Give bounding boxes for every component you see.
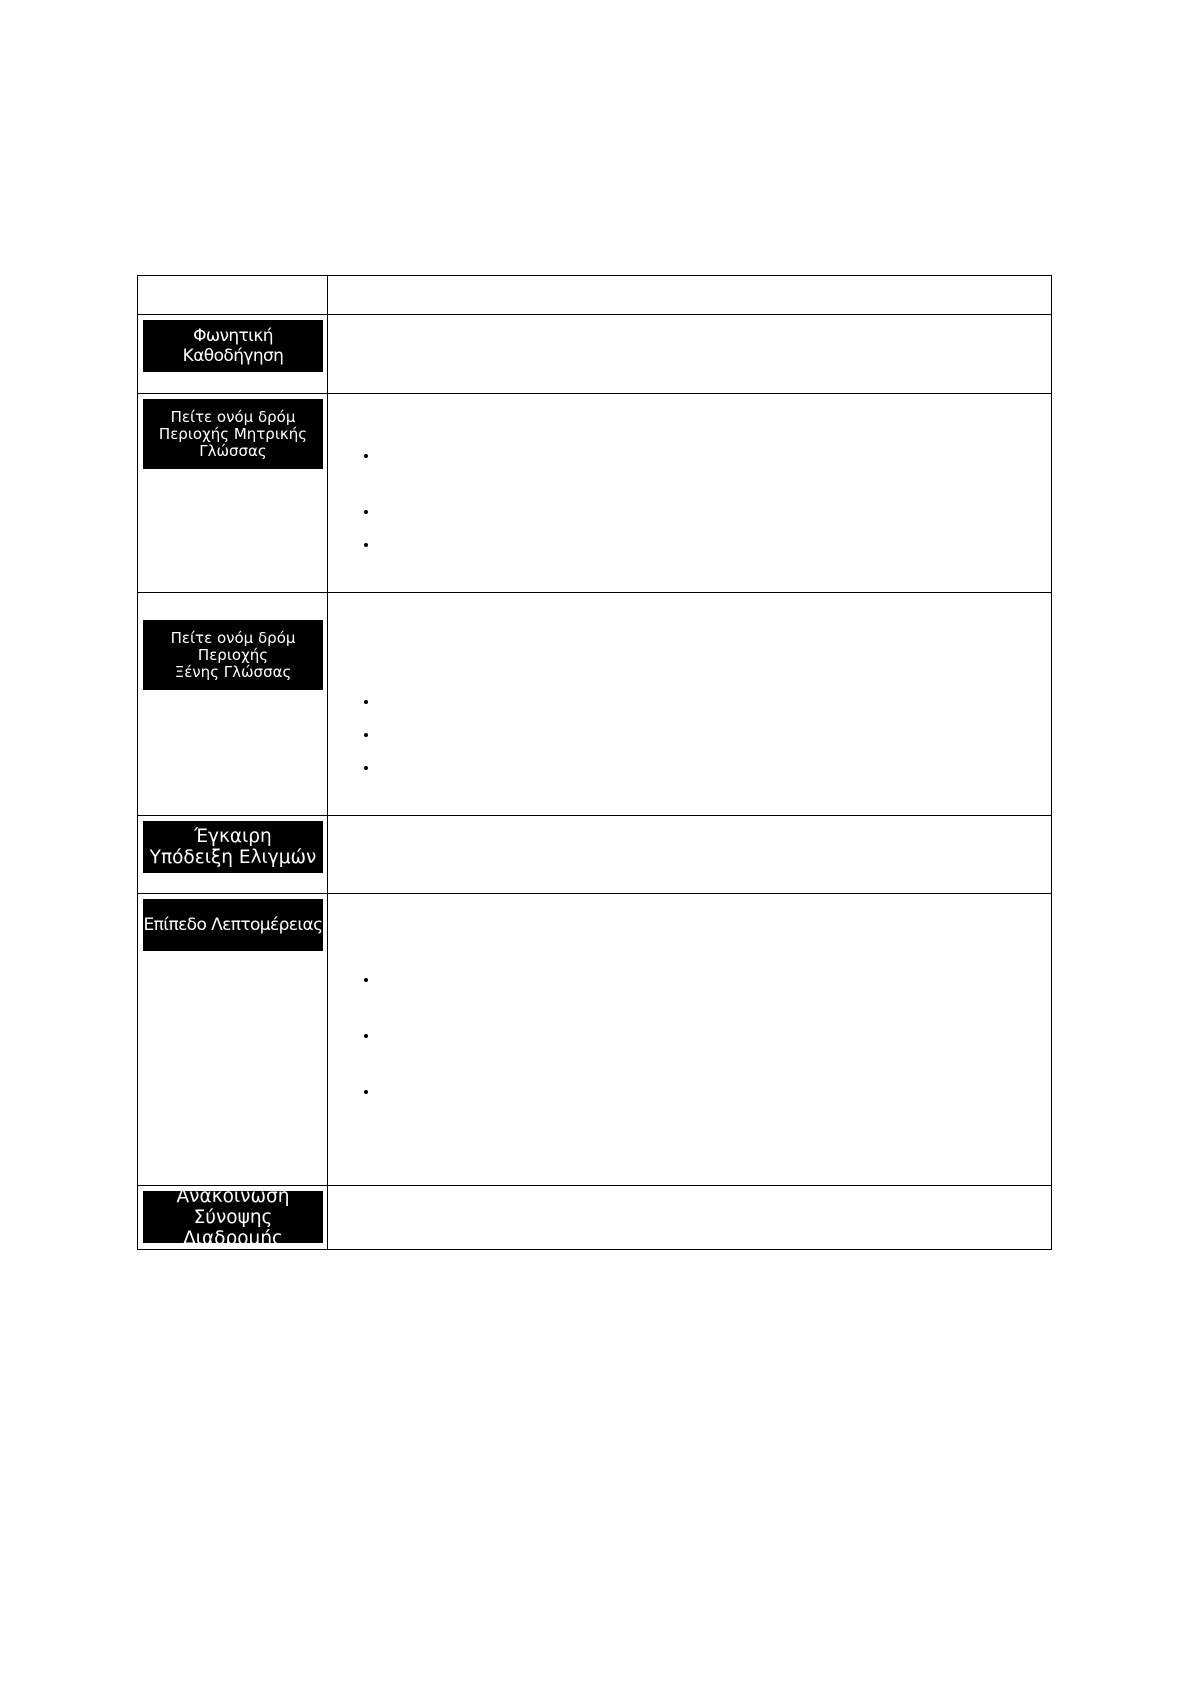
foreign-language-street-names-button[interactable]: Πείτε ονόμ δρόμ Περιοχής Ξένης Γλώσσας (143, 620, 323, 690)
button-cell (138, 1186, 328, 1250)
settings-table (137, 275, 1052, 1250)
table-row (138, 315, 1052, 394)
list-item (364, 1090, 370, 1096)
table-row (138, 593, 1052, 816)
table-row (138, 394, 1052, 593)
voice-guidance-button[interactable]: Φωνητική Καθοδήγηση (143, 320, 323, 372)
detail-level-button[interactable]: Επίπεδο Λεπτομέρειας (143, 899, 323, 951)
list-item (364, 733, 370, 739)
description-cell (328, 394, 1052, 593)
description-cell (328, 816, 1052, 894)
native-language-street-names-button[interactable]: Πείτε ονόμ δρόμ Περιοχής Μητρικής Γλώσσας (143, 399, 323, 469)
bullet-icon (364, 543, 368, 547)
list-item (364, 1034, 370, 1040)
header-cell-button (138, 276, 328, 315)
bullet-icon (364, 700, 368, 704)
description-cell (328, 1186, 1052, 1250)
list-item (364, 700, 370, 706)
header-cell-description (328, 276, 1052, 315)
early-maneuver-indication-button[interactable]: Έγκαιρη Υπόδειξη Ελιγμών (143, 821, 323, 873)
table-row (138, 894, 1052, 1186)
bullet-icon (364, 978, 368, 982)
button-cell (138, 315, 328, 394)
description-cell (328, 315, 1052, 394)
button-cell (138, 816, 328, 894)
bullet-icon (364, 1034, 368, 1038)
bullet-icon (364, 766, 368, 770)
list-item (364, 543, 370, 549)
button-cell (138, 894, 328, 1186)
bullet-icon (364, 733, 368, 737)
list-item (364, 766, 370, 772)
table-row (138, 816, 1052, 894)
table-header-row (138, 276, 1052, 315)
description-cell (328, 593, 1052, 816)
button-cell (138, 593, 328, 816)
table-row (138, 1186, 1052, 1250)
bullet-icon (364, 454, 368, 458)
bullet-icon (364, 510, 368, 514)
button-cell (138, 394, 328, 593)
description-cell (328, 894, 1052, 1186)
route-summary-announcement-button[interactable]: Ανακοίνωση Σύνοψης Διαδρομής (143, 1191, 323, 1243)
list-item (364, 454, 370, 460)
list-item (364, 978, 370, 984)
bullet-icon (364, 1090, 368, 1094)
list-item (364, 510, 370, 516)
